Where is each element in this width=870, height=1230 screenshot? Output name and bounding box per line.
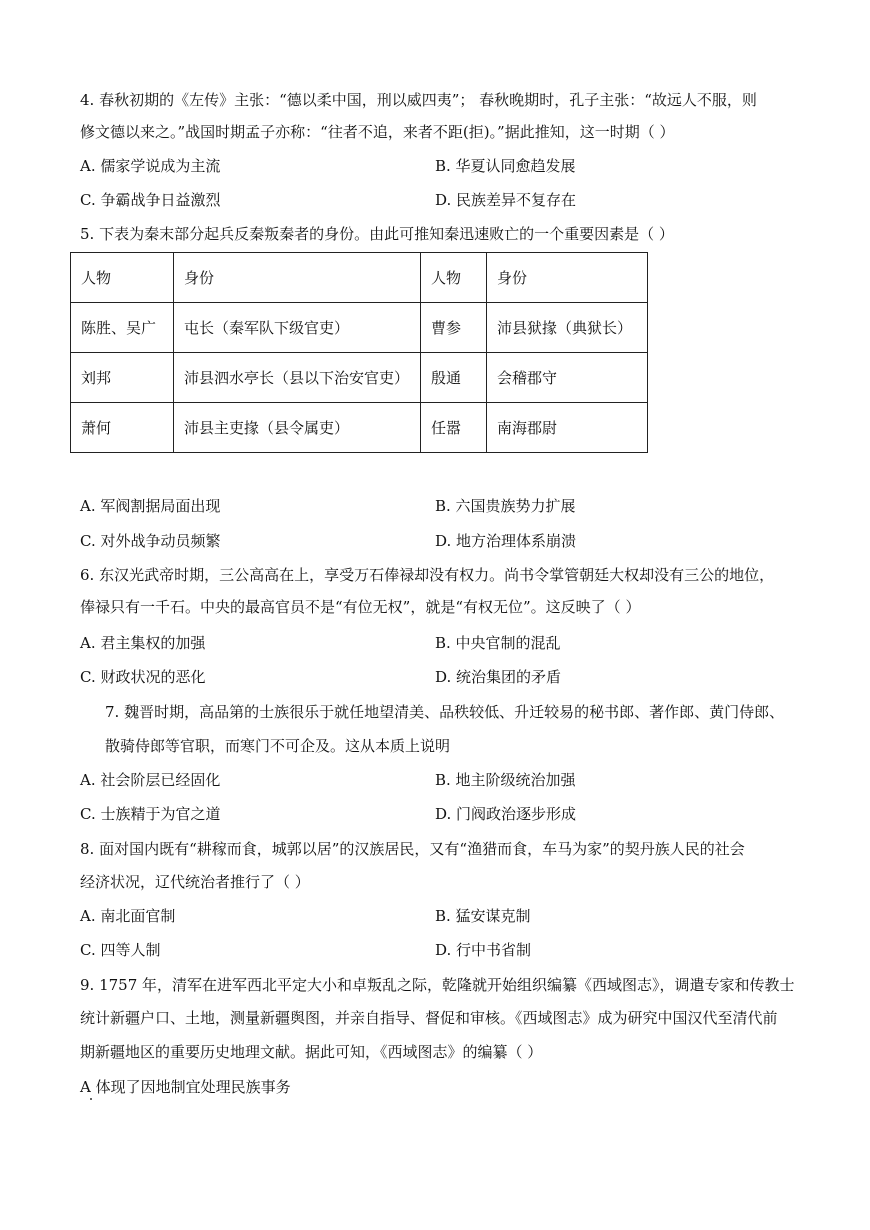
q6-option-b: B. 中央官制的混乱 bbox=[435, 634, 561, 652]
q4-option-d: D. 民族差异不复存在 bbox=[435, 191, 577, 209]
q5-option-b: B. 六国贵族势力扩展 bbox=[435, 497, 576, 515]
q6-option-c: C. 财政状况的恶化 bbox=[80, 668, 206, 686]
q8-option-a: A. 南北面官制 bbox=[80, 907, 176, 925]
table-row bbox=[71, 353, 648, 403]
q5-option-d: D. 地方治理体系崩溃 bbox=[435, 532, 577, 550]
q9-stem-line3: 期新疆地区的重要历史地理文献。据此可知，《西域图志》的编纂（ ） bbox=[80, 1043, 543, 1061]
q7-option-b: B. 地主阶级统治加强 bbox=[435, 771, 576, 789]
table-cell: 任嚣 bbox=[421, 403, 487, 453]
table-cell: 刘邦 bbox=[71, 353, 174, 403]
q8-stem-line1: 8. 面对国内既有“耕稼而食，城郭以居”的汉族居民，又有“渔猎而食，车马为家”的契丹族人民的社会 bbox=[80, 840, 745, 858]
table-cell: 沛县主吏掾（县令属吏） bbox=[174, 403, 421, 453]
table-cell: 沛县泗水亭长（县以下治安官吏） bbox=[174, 353, 421, 403]
table-row bbox=[71, 303, 648, 353]
table-cell: 萧何 bbox=[71, 403, 174, 453]
q4-option-c: C. 争霸战争日益激烈 bbox=[80, 191, 221, 209]
q5-option-c: C. 对外战争动员频繁 bbox=[80, 532, 221, 550]
q6-option-a: A. 君主集权的加强 bbox=[80, 634, 206, 652]
table-cell: 会稽郡守 bbox=[487, 353, 648, 403]
q8-option-b: B. 猛安谋克制 bbox=[435, 907, 531, 925]
table-row bbox=[71, 403, 648, 453]
table-header-cell: 身份 bbox=[174, 253, 421, 303]
q7-option-c: C. 士族精于为官之道 bbox=[80, 805, 221, 823]
q6-option-d: D. 统治集团的矛盾 bbox=[435, 668, 562, 686]
table-cell: 沛县狱掾（典狱长） bbox=[487, 303, 648, 353]
stray-dot bbox=[90, 1098, 92, 1100]
q9-option-a: A 体现了因地制宜处理民族事务 bbox=[80, 1078, 291, 1096]
q7-stem-line1: 7. 魏晋时期，高品第的士族很乐于就任地望清美、品秩较低、升迁较易的秘书郎、著作郎、黄门侍郎、 bbox=[105, 703, 785, 721]
q7-option-a: A. 社会阶层已经固化 bbox=[80, 771, 221, 789]
q5-stem-line1: 5. 下表为秦末部分起兵反秦叛秦者的身份。由此可推知秦迅速败亡的一个重要因素是（ ） bbox=[80, 225, 674, 243]
table-header-row bbox=[71, 253, 648, 303]
table-header-cell: 人物 bbox=[71, 253, 174, 303]
q8-stem-line2: 经济状况，辽代统治者推行了（ ） bbox=[80, 873, 310, 891]
table-header-cell: 人物 bbox=[421, 253, 487, 303]
table-header-cell: 身份 bbox=[487, 253, 648, 303]
q9-stem-line1: 9. 1757 年，清军在进军西北平定大小和卓叛乱之际，乾隆就开始组织编纂《西域图志》，调遣专家和传教士 bbox=[80, 976, 795, 994]
q4-stem-line2: 修文德以来之。”战国时期孟子亦称：“往者不追，来者不距(拒)。”据此推知，这一时期（ ） bbox=[80, 123, 675, 141]
q5-option-a: A. 军阀割据局面出现 bbox=[80, 497, 221, 515]
q4-option-b: B. 华夏认同愈趋发展 bbox=[435, 157, 576, 175]
q6-stem-line1: 6. 东汉光武帝时期，三公高高在上，享受万石俸禄却没有权力。尚书令掌管朝廷大权却没有三公的地位， bbox=[80, 566, 775, 584]
q7-option-d: D. 门阀政治逐步形成 bbox=[435, 805, 577, 823]
table-cell: 殷通 bbox=[421, 353, 487, 403]
q4-stem-line1: 4. 春秋初期的《左传》主张：“德以柔中国，刑以威四夷”； 春秋晚期时，孔子主张：“故远人不服，则 bbox=[80, 91, 757, 109]
table-cell: 陈胜、吴广 bbox=[71, 303, 174, 353]
q8-option-c: C. 四等人制 bbox=[80, 941, 161, 959]
q4-option-a: A. 儒家学说成为主流 bbox=[80, 157, 221, 175]
q9-stem-line2: 统计新疆户口、土地，测量新疆舆图，并亲自指导、督促和审核。《西域图志》成为研究中国汉代至清代前 bbox=[80, 1009, 778, 1027]
q6-stem-line2: 俸禄只有一千石。中央的最高官员不是“有位无权”，就是“有权无位”。这反映了（ ） bbox=[80, 598, 641, 616]
table-cell: 屯长（秦军队下级官吏） bbox=[174, 303, 421, 353]
q8-option-d: D. 行中书省制 bbox=[435, 941, 532, 959]
q7-stem-line2: 散骑侍郎等官职，而寒门不可企及。这从本质上说明 bbox=[105, 737, 451, 755]
table-cell: 曹参 bbox=[421, 303, 487, 353]
q5-table bbox=[70, 252, 648, 453]
table-cell: 南海郡尉 bbox=[487, 403, 648, 453]
